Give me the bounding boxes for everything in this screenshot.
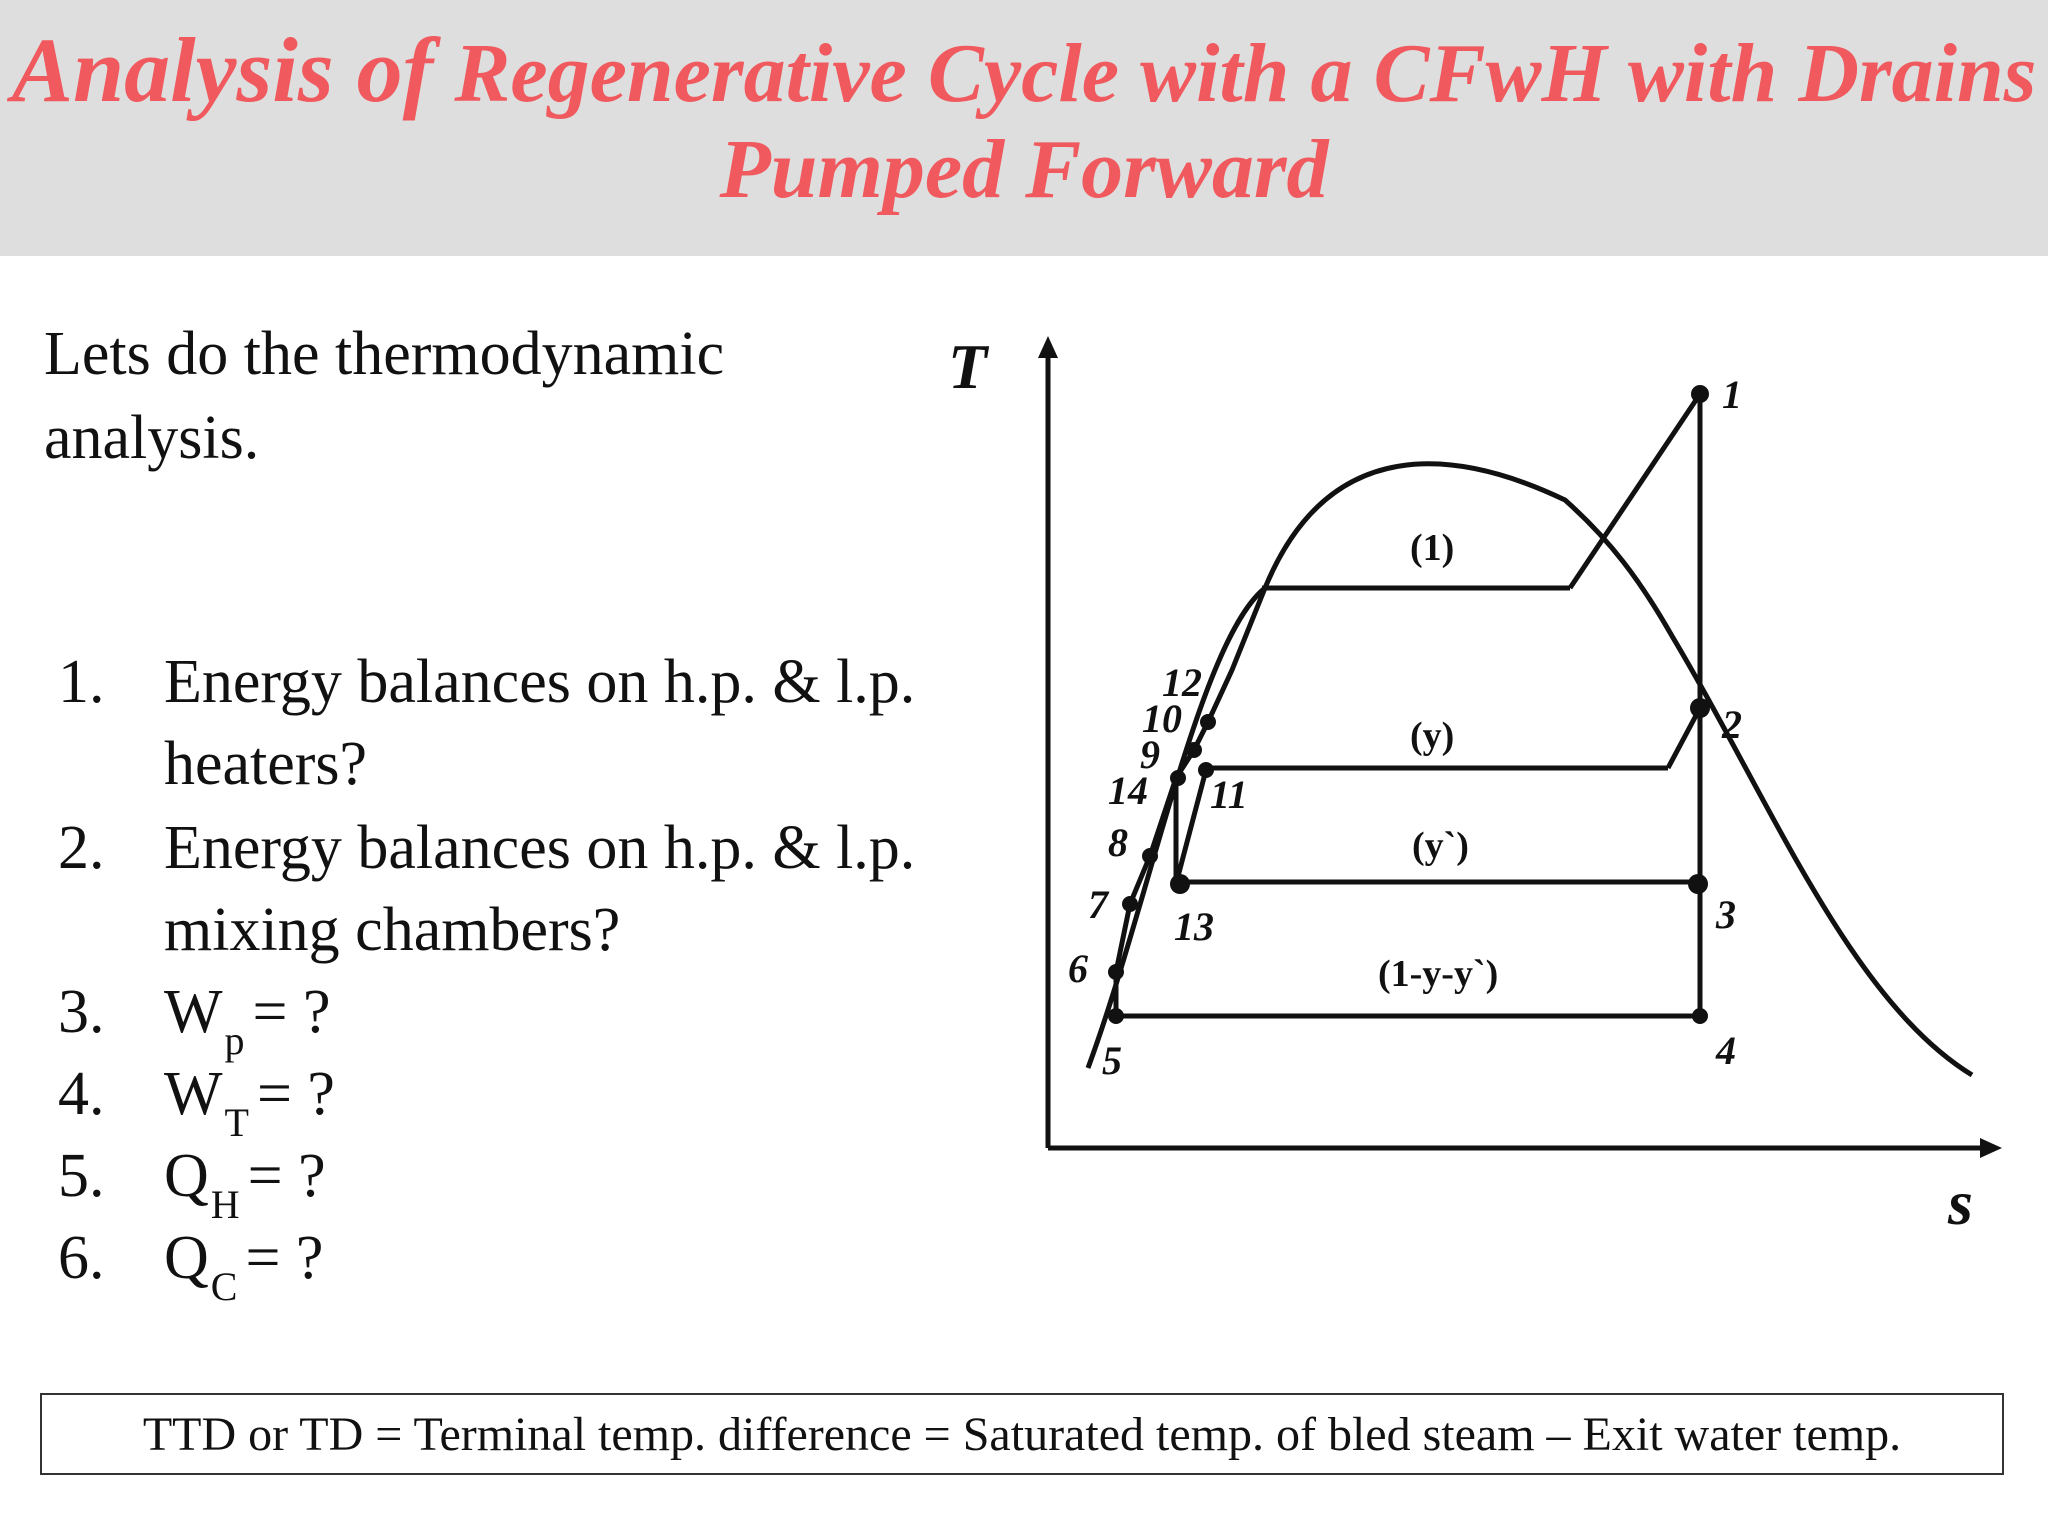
question-number: 2. xyxy=(58,814,105,882)
state-label-7: 7 xyxy=(1088,882,1108,927)
state-point-7 xyxy=(1122,896,1138,912)
state-label-4: 4 xyxy=(1716,1028,1736,1073)
state-point-9 xyxy=(1186,742,1202,758)
state-label-6: 6 xyxy=(1068,946,1088,991)
region-label-y: (y) xyxy=(1410,715,1455,757)
state-point-5 xyxy=(1108,1008,1124,1024)
slide-title-rest: Regenerative Cycle with a CFwH with Drains xyxy=(433,27,2037,120)
question-number: 3. xyxy=(58,978,105,1046)
x-axis-label: s xyxy=(1948,1167,1973,1238)
state-label-2: 2 xyxy=(1722,702,1742,747)
question-text: Energy balances on h.p. & l.p. xyxy=(164,648,916,716)
question-text-continued: mixing chambers? xyxy=(164,896,621,964)
formula-subscript: p xyxy=(224,1018,245,1063)
formula-rest: = ? xyxy=(252,978,331,1046)
state-label-11: 11 xyxy=(1210,772,1248,817)
state-point-1 xyxy=(1691,385,1709,403)
formula-rest: = ? xyxy=(256,1060,335,1128)
state-point-4 xyxy=(1692,1008,1708,1024)
state-label-5: 5 xyxy=(1102,1038,1122,1083)
state-label-3: 3 xyxy=(1716,892,1736,937)
state-point-8 xyxy=(1142,848,1158,864)
ttd-definition-text: TTD or TD = Terminal temp. difference = Saturated temp. of bled steam – Exit water temp. xyxy=(142,1407,1902,1461)
state-point-6 xyxy=(1108,964,1124,980)
formula-main: Q xyxy=(164,1224,209,1292)
question-number: 1. xyxy=(58,648,105,716)
intro-text: Lets do the thermodynamic analysis. xyxy=(44,320,725,472)
state-label-8: 8 xyxy=(1108,820,1128,865)
hp-bleed-superheat-line xyxy=(1668,708,1700,768)
question-number: 6. xyxy=(58,1224,105,1292)
formula-subscript: C xyxy=(210,1264,238,1309)
state-point-2 xyxy=(1690,698,1710,718)
region-label-y-prime: (y`) xyxy=(1412,825,1469,867)
x-axis-arrow xyxy=(1980,1138,2002,1158)
question-number: 5. xyxy=(58,1142,105,1210)
ttd-definition-box xyxy=(40,1393,2004,1475)
slide-title-lead: Analysis of xyxy=(11,19,434,121)
drain-line xyxy=(1176,770,1206,884)
slide-title-line-2: Pumped Forward xyxy=(719,123,1329,216)
formula-main: Q xyxy=(164,1142,209,1210)
state-label-14: 14 xyxy=(1108,768,1148,813)
state-label-9: 9 xyxy=(1140,732,1160,777)
formula-main: W xyxy=(164,978,223,1046)
state-point-10 xyxy=(1200,714,1216,730)
formula-subscript: T xyxy=(224,1100,249,1145)
question-text-continued: heaters? xyxy=(164,730,368,798)
formula-main: W xyxy=(164,1060,223,1128)
formula-rest: = ? xyxy=(245,1224,324,1292)
region-label-1: (1) xyxy=(1410,527,1455,569)
superheat-line xyxy=(1570,394,1700,588)
state-label-13: 13 xyxy=(1174,904,1214,949)
state-point-13 xyxy=(1170,874,1190,894)
state-point-14 xyxy=(1170,770,1186,786)
formula-subscript: H xyxy=(210,1182,240,1227)
question-text: Energy balances on h.p. & l.p. xyxy=(164,814,916,882)
state-label-1: 1 xyxy=(1722,372,1742,417)
y-axis-label: T xyxy=(948,331,988,402)
state-label-10: 10 xyxy=(1142,696,1182,741)
y-axis-arrow xyxy=(1038,336,1058,358)
region-label-remainder: (1-y-y`) xyxy=(1378,953,1499,995)
formula-rest: = ? xyxy=(247,1142,326,1210)
state-point-3 xyxy=(1688,874,1708,894)
question-number: 4. xyxy=(58,1060,105,1128)
state-label-12: 12 xyxy=(1162,660,1202,705)
